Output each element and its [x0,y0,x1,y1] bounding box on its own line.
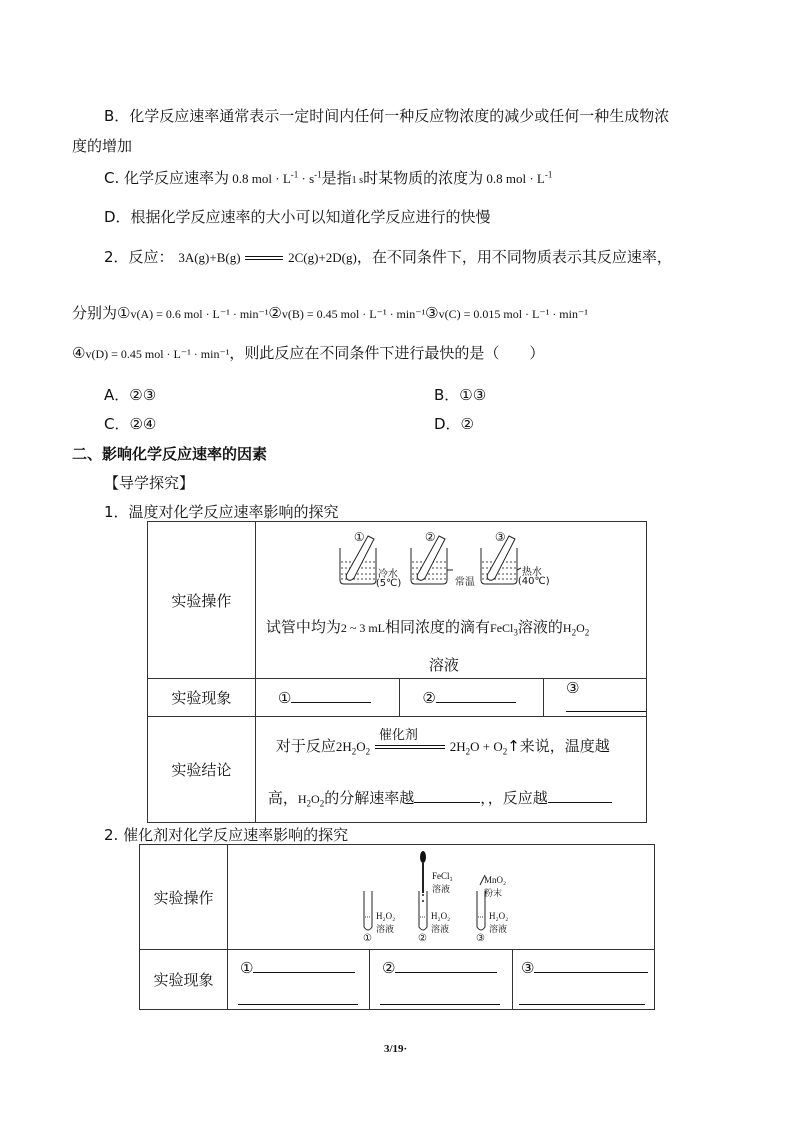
t1-obs-label: 实验现象 [148,679,256,717]
beakers-illustration [256,522,636,602]
t1-concl-content [255,717,646,823]
fecl3-label: FeCl₃ [432,871,453,881]
subsection1-title: 1．温度对化学反应速率影响的探究 [104,503,339,521]
t1-op-text-line1: 试管中均为2 ~ 3 mL相同浓度的滴有FeCl$_3$溶液的$H_2O_2$ [265,618,590,638]
q1-option-b-line1: B．化学反应速率通常表示一定时间内任何一种反应物浓度的减少或任何一种生成物浓 [104,107,670,125]
mno2-label: MnO₂ [484,875,507,885]
t1-concl-blank-2[interactable] [548,788,612,803]
beaker-1-number: ① [353,530,365,544]
tube-3-solution: 溶液 [489,925,508,935]
beaker-3-label: 热水 [521,567,542,578]
q2-option-d: D．② [434,415,474,433]
t1-concl-line2: 高，$H_2O_2$的分解速率越 ，，反应越 [268,787,612,808]
t1-concl-label: 实验结论 [148,717,256,823]
beaker-1-temp: (5℃) [375,578,402,589]
t1-concl-line1: 对于反应$2H_2O_2$ 催化剂 $2H_2O$ + $O_2↑$来说，温度越 [275,727,610,757]
q2-rate4: ④v(D) = 0.45 mol · L⁻¹ · min⁻¹，则此反应在不同条件下进行最快的是（ ） [72,344,545,362]
t1-obs-3[interactable]: ③ [544,679,647,717]
t2-op-label: 实验操作 [140,845,228,950]
tube-3-number: ③ [476,933,485,944]
t1-concl-blank-1[interactable] [414,788,480,803]
q2-option-a: A．②③ [104,386,157,404]
temperature-experiment-table [147,521,647,823]
q2-rates: 分别为①v(A) = 0.6 mol · L⁻¹ · min⁻¹②v(B) = 0.45 mol · L⁻¹ · min⁻¹③v(C) = 0.015 mol · L⁻¹ · min⁻¹ [72,304,588,322]
beaker-1-label: 冷水 [377,569,398,580]
fecl3-label2: 溶液 [432,885,451,895]
t1-op-content [255,522,646,679]
q2-stem: 2．反应： 3A(g)+B(g) 2C(g)+2D(g)，在不同条件下，用不同物质表示其反应速率， [104,248,672,266]
t1-op-label: 实验操作 [148,522,256,679]
q2-option-c: C．②④ [104,415,157,433]
test-tube-1 [364,891,372,930]
section2-title: 二、影响化学反应速率的因素 [72,445,268,463]
q1-option-c: C. 化学反应速率为 0.8 mol · $L^{-1} \cdot s^{-1}$是指1 s时某物质的浓度为 0.8 mol · $L^{-1}$ [104,169,553,187]
t2-obs-label: 实验现象 [140,950,228,1010]
t2-op-content [228,845,655,950]
catalyst-experiment-table [139,844,655,1010]
t1-obs-1[interactable]: ① [255,679,400,717]
guide-label: 【导学探究】 [104,474,195,492]
tube-2-number: ② [418,933,427,944]
t1-obs-2[interactable]: ② [400,679,544,717]
tube-1-label: H₂O₂ [376,911,396,921]
tube-3-h2o2: H₂O₂ [489,911,509,921]
tube-2-solution: 溶液 [431,925,450,935]
t1-op-text-line2: 溶液 [428,656,459,674]
subsection2-title: 2. 催化剂对化学反应速率影响的探究 [104,826,349,844]
page-number: 3/19· [384,1043,408,1055]
q1-option-b-line2: 度的增加 [72,137,133,155]
beaker-2-label: 常温 [454,577,475,588]
test-tube-2 [419,851,427,930]
t2-obs-2[interactable]: ② [370,950,513,1010]
tube-2-h2o2: H₂O₂ [431,911,451,921]
beaker-3-temp: (40℃) [517,576,550,587]
mno2-label2: 粉末 [484,889,503,899]
beaker-2-number: ② [424,530,436,544]
beaker-3-number: ③ [494,530,506,544]
q1-option-d: D．根据化学反应速率的大小可以知道化学反应进行的快慢 [104,208,491,226]
t2-obs-3[interactable]: ③ [513,950,655,1010]
q2-option-b: B．①③ [434,386,487,404]
tube-1-number: ① [363,933,372,944]
t2-obs-1[interactable]: ① [228,950,370,1010]
tube-1-label2: 溶液 [376,925,395,935]
